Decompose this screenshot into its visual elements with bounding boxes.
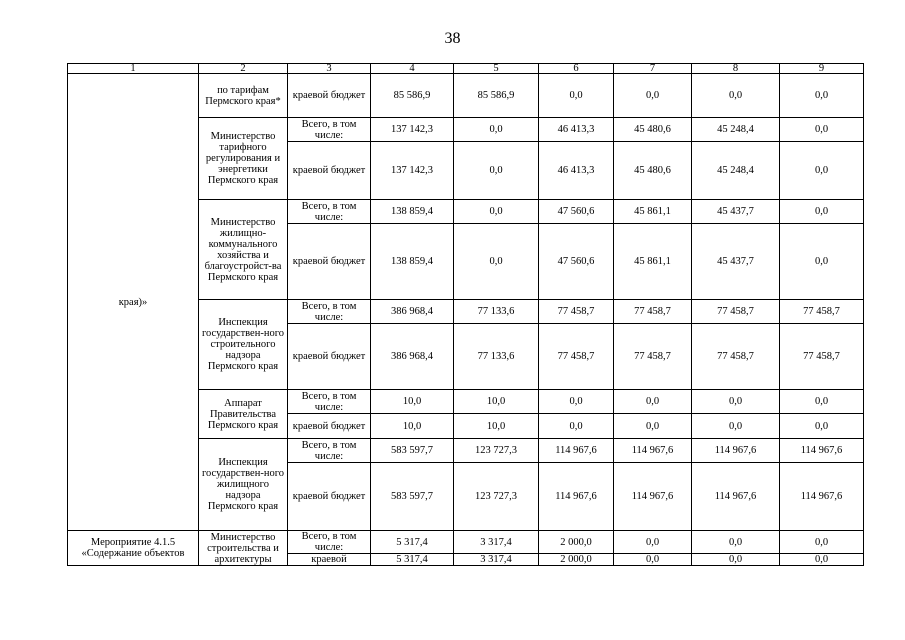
funding-source-cell: Всего, в том числе:	[288, 118, 371, 142]
executor-cell: Министерство строительства и архитектуры	[199, 531, 288, 566]
value-cell: 583 597,7	[371, 463, 454, 531]
value-cell: 2 000,0	[539, 531, 614, 554]
value-cell: 5 317,4	[371, 554, 454, 566]
funding-source-cell: краевой бюджет	[288, 463, 371, 531]
executor-cell: по тарифам Пермского края*	[199, 74, 288, 118]
value-cell: 10,0	[454, 414, 539, 439]
column-number-2: 2	[199, 64, 288, 74]
value-cell: 77 458,7	[539, 300, 614, 324]
value-cell: 0,0	[780, 118, 864, 142]
value-cell: 0,0	[780, 531, 864, 554]
column-number-1: 1	[68, 64, 199, 74]
value-cell: 0,0	[454, 224, 539, 300]
value-cell: 0,0	[780, 554, 864, 566]
value-cell: 386 968,4	[371, 300, 454, 324]
column-number-7: 7	[614, 64, 692, 74]
value-cell: 0,0	[614, 554, 692, 566]
value-cell: 583 597,7	[371, 439, 454, 463]
column-number-8: 8	[692, 64, 780, 74]
value-cell: 114 967,6	[539, 439, 614, 463]
value-cell: 0,0	[780, 414, 864, 439]
value-cell: 47 560,6	[539, 200, 614, 224]
value-cell: 77 458,7	[614, 324, 692, 390]
funding-source-cell: Всего, в том числе:	[288, 200, 371, 224]
value-cell: 0,0	[780, 142, 864, 200]
value-cell: 0,0	[692, 74, 780, 118]
value-cell: 3 317,4	[454, 531, 539, 554]
page-number: 38	[444, 30, 461, 47]
value-cell: 77 458,7	[692, 324, 780, 390]
value-cell: 114 967,6	[780, 463, 864, 531]
funding-source-cell: краевой бюджет	[288, 224, 371, 300]
value-cell: 77 458,7	[780, 324, 864, 390]
funding-source-cell: Всего, в том числе:	[288, 300, 371, 324]
funding-source-cell: краевой бюджет	[288, 414, 371, 439]
value-cell: 77 133,6	[454, 324, 539, 390]
value-cell: 114 967,6	[692, 463, 780, 531]
budget-table	[67, 63, 864, 566]
value-cell: 10,0	[371, 414, 454, 439]
value-cell: 138 859,4	[371, 200, 454, 224]
column-number-6: 6	[539, 64, 614, 74]
table-row	[68, 74, 864, 118]
column-number-5: 5	[454, 64, 539, 74]
value-cell: 2 000,0	[539, 554, 614, 566]
value-cell: 77 133,6	[454, 300, 539, 324]
executor-cell: Министерство жилищно-коммунального хозяйства и благоустройст-ва Пермского края	[199, 200, 288, 300]
value-cell: 138 859,4	[371, 224, 454, 300]
value-cell: 114 967,6	[539, 463, 614, 531]
funding-source-cell: краевой бюджет	[288, 74, 371, 118]
funding-source-cell: Всего, в том числе:	[288, 439, 371, 463]
value-cell: 0,0	[454, 200, 539, 224]
value-cell: 77 458,7	[780, 300, 864, 324]
value-cell: 0,0	[539, 390, 614, 414]
value-cell: 114 967,6	[614, 463, 692, 531]
measure-cell: края)»	[68, 74, 199, 531]
value-cell: 0,0	[692, 531, 780, 554]
value-cell: 137 142,3	[371, 142, 454, 200]
value-cell: 0,0	[614, 74, 692, 118]
value-cell: 0,0	[692, 390, 780, 414]
value-cell: 45 480,6	[614, 142, 692, 200]
measure-cell: Мероприятие 4.1.5 «Содержание объектов	[68, 531, 199, 566]
funding-source-cell: краевой	[288, 554, 371, 566]
value-cell: 85 586,9	[454, 74, 539, 118]
header-row	[68, 64, 864, 74]
value-cell: 0,0	[614, 531, 692, 554]
value-cell: 0,0	[539, 414, 614, 439]
value-cell: 45 861,1	[614, 200, 692, 224]
column-number-3: 3	[288, 64, 371, 74]
value-cell: 0,0	[454, 142, 539, 200]
value-cell: 46 413,3	[539, 142, 614, 200]
value-cell: 123 727,3	[454, 439, 539, 463]
value-cell: 0,0	[780, 390, 864, 414]
funding-source-cell: Всего, в том числе:	[288, 531, 371, 554]
executor-cell: Инспекция государствен-ного жилищного надзора Пермского края	[199, 439, 288, 531]
funding-source-cell: краевой бюджет	[288, 324, 371, 390]
value-cell: 0,0	[539, 74, 614, 118]
value-cell: 45 437,7	[692, 224, 780, 300]
value-cell: 0,0	[780, 74, 864, 118]
value-cell: 114 967,6	[692, 439, 780, 463]
table-row	[68, 531, 864, 554]
value-cell: 3 317,4	[454, 554, 539, 566]
column-number-9: 9	[780, 64, 864, 74]
value-cell: 45 248,4	[692, 118, 780, 142]
value-cell: 77 458,7	[692, 300, 780, 324]
value-cell: 0,0	[692, 554, 780, 566]
value-cell: 45 437,7	[692, 200, 780, 224]
value-cell: 45 480,6	[614, 118, 692, 142]
executor-cell: Инспекция государствен-ного строительного надзора Пермского края	[199, 300, 288, 390]
value-cell: 0,0	[780, 200, 864, 224]
value-cell: 0,0	[692, 414, 780, 439]
executor-cell: Аппарат Правительства Пермского края	[199, 390, 288, 439]
value-cell: 0,0	[614, 414, 692, 439]
funding-source-cell: Всего, в том числе:	[288, 390, 371, 414]
value-cell: 10,0	[371, 390, 454, 414]
value-cell: 45 248,4	[692, 142, 780, 200]
value-cell: 85 586,9	[371, 74, 454, 118]
value-cell: 45 861,1	[614, 224, 692, 300]
value-cell: 386 968,4	[371, 324, 454, 390]
value-cell: 10,0	[454, 390, 539, 414]
value-cell: 5 317,4	[371, 531, 454, 554]
value-cell: 123 727,3	[454, 463, 539, 531]
executor-cell: Министерство тарифного регулирования и энергетики Пермского края	[199, 118, 288, 200]
value-cell: 114 967,6	[780, 439, 864, 463]
funding-source-cell: краевой бюджет	[288, 142, 371, 200]
value-cell: 0,0	[780, 224, 864, 300]
column-number-4: 4	[371, 64, 454, 74]
value-cell: 0,0	[454, 118, 539, 142]
value-cell: 0,0	[614, 390, 692, 414]
value-cell: 47 560,6	[539, 224, 614, 300]
value-cell: 77 458,7	[614, 300, 692, 324]
value-cell: 46 413,3	[539, 118, 614, 142]
value-cell: 114 967,6	[614, 439, 692, 463]
value-cell: 77 458,7	[539, 324, 614, 390]
value-cell: 137 142,3	[371, 118, 454, 142]
